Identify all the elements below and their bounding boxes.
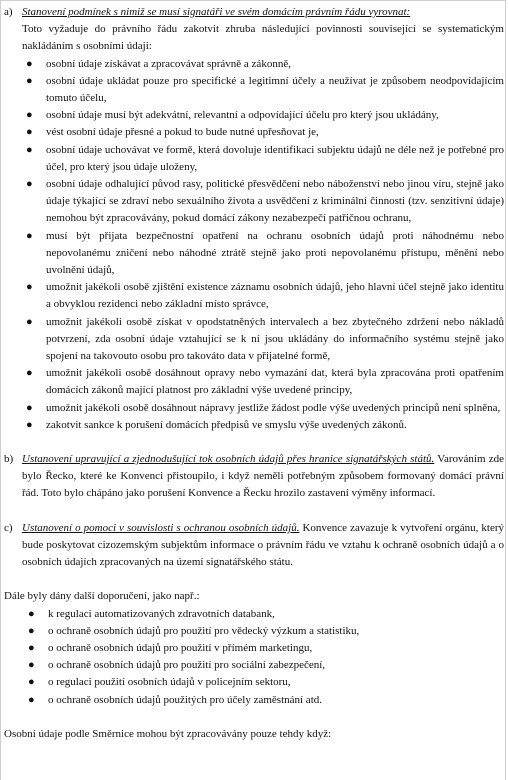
section-b-marker: b) — [4, 453, 14, 466]
list-item: ● umožnit jakékoli osobě dosáhnout nápravy jestliže žádost podle výše uvedených principů není splněna, — [22, 400, 504, 417]
bullet-icon: ● — [26, 57, 33, 70]
bullet-icon: ● — [26, 143, 33, 156]
section-c-text — [22, 520, 504, 572]
list-item: ● osobní údaje ukládat pouze pro specifické a legitimní účely a neužívat je způsobem neodpovídajícím tomuto účelu, — [26, 74, 504, 105]
bullet-icon: ● — [26, 367, 33, 380]
list-item: ● k regulaci automatizovaných zdravotních databank, — [24, 606, 504, 623]
list-item: ● o ochraně osobních údajů pro použití pro vědecký výzkum a statistiku, — [24, 623, 504, 640]
section-b-heading: Ustanovení upravující a zjednodušující tok osobních údajů přes hranice signatářských států. — [22, 453, 435, 466]
section-c-body: Konvence zavazuje k vytvoření orgánu, který bude poskytovat cizozemským subjektům informace o právním řádu ve vztahu k ochraně osobních údajů a o osobních údajích zpracovaných na území signatářského státu. — [22, 521, 504, 569]
list-item: ● o ochraně osobních údajů použitých pro účely zaměstnání atd. — [24, 692, 504, 709]
recommendations — [4, 588, 504, 708]
section-b — [4, 451, 504, 503]
list-item: ● o regulaci použití osobních údajů v policejním sektoru, — [24, 674, 504, 691]
bullet-icon: ● — [28, 624, 35, 637]
recommendations-list — [4, 606, 504, 709]
bullet-icon: ● — [28, 607, 35, 620]
section-c — [4, 520, 504, 572]
bullet-icon: ● — [26, 229, 33, 242]
recommendations-intro: Dále byly dány další doporučení, jako např.: — [4, 590, 200, 603]
section-b-body: Varováním zde bylo Řecko, které ke Konvenci přistoupilo, i když neměli potřebným způsobem formovaný domácí právní řád. Toto bylo chápáno jako porušení Konvence a Řecku hrozilo zastavení výměny informací. — [22, 453, 504, 500]
list-item: ● umožnit jakékoli osobě dosáhnout opravy nebo vymazání dat, která byla zpracována proti opatřením domácích zákonů mající platnost pro základní výše uvedené principy, — [26, 367, 504, 397]
section-a — [4, 4, 504, 434]
section-c-marker: c) — [4, 521, 13, 534]
bullet-icon: ● — [26, 315, 33, 328]
section-b-text — [22, 451, 504, 503]
bullet-icon: ● — [26, 418, 33, 431]
list-item: ● o ochraně osobních údajů pro použití pro sociální zabezpečení, — [24, 657, 504, 674]
section-c-heading: Ustanovení o pomoci v souvislosti s ochranou osobních údajů. — [22, 521, 300, 534]
list-item: ● osobní údaje získávat a zpracovávat správně a zákonně, — [22, 56, 504, 73]
list-item: ● vést osobní údaje přesné a pokud to bude nutné upřesňovat je, — [22, 124, 504, 141]
bullet-icon: ● — [26, 109, 33, 122]
bullet-icon: ● — [28, 659, 35, 672]
closing-paragraph: Osobní údaje podle Směrnice mohou být zpracovávány pouze tehdy když: — [4, 727, 332, 740]
bullet-icon: ● — [26, 178, 33, 191]
list-item: ● osobní údaje musí být adekvátní, relevantní a odpovídající účelu pro který jsou ukládány, — [22, 107, 504, 124]
bullet-icon: ● — [28, 676, 35, 689]
section-a-marker: a) — [4, 6, 13, 18]
list-item: ● osobní údaje odhalující původ rasy, politické přesvědčení nebo náboženství nebo jinou víru, stejně jako údaje týkající se zdraví nebo sexuálního života a usvědčení z kriminální činnosti (tzv. senzitivní údaje) nemohou být zpracovávány, pokud domácí zákony nezabezpečí patřičnou ochranu, — [26, 178, 504, 225]
list-item: ● osobní údaje uchovávat ve formě, která dovoluje identifikaci subjektu údajů ne déle než je potřebné pro účel, pro který jsou údaje uloženy, — [26, 143, 504, 173]
list-item: ● musí být přijata bezpečnostní opatření na ochranu osobních údajů proti náhodnému nebo nepovolanému zničení nebo náhodné ztrátě stejně jako proti nepovolanému přístupu, měnění nebo uvolnění údajů, — [26, 229, 504, 277]
list-item: ● umožnit jakékoli osobě získat v opodstatněných intervalech a bez zbytečného zdržení nebo nákladů potvrzení, zda osobní údaje vztahující se k ní jsou ukládány do informačního systému stejně jako spojení na takovouto osobu pro takováto data v přijatelné formě, — [26, 315, 504, 363]
bullet-icon: ● — [26, 281, 33, 294]
section-a-heading: Stanovení podmínek s nimiž se musí signatáři ve svém domácím právním řádu vyrovnat: — [22, 6, 411, 18]
bullet-icon: ● — [28, 693, 35, 706]
obligations-list — [22, 56, 504, 434]
list-item: ● umožnit jakékoli osobě zjištění existence záznamu osobních údajů, jeho hlavní účel stejně jako identitu a obvyklou rezidenci nebo základní místo správce, — [26, 281, 504, 311]
bullet-icon: ● — [28, 641, 35, 654]
list-item: ● o ochraně osobních údajů pro použití v přímém marketingu, — [24, 640, 504, 657]
bullet-icon: ● — [26, 401, 33, 414]
bullet-icon: ● — [26, 74, 33, 87]
section-a-intro: Toto vyžaduje do právního řádu zakotvit zhruba následující povinnosti související se systematickým nakládáním s osobními údaji: — [22, 23, 504, 53]
bullet-icon: ● — [26, 126, 33, 139]
list-item: ● zakotvit sankce k porušení domácích předpisů ve smyslu výše uvedených zákonů. — [22, 417, 504, 434]
